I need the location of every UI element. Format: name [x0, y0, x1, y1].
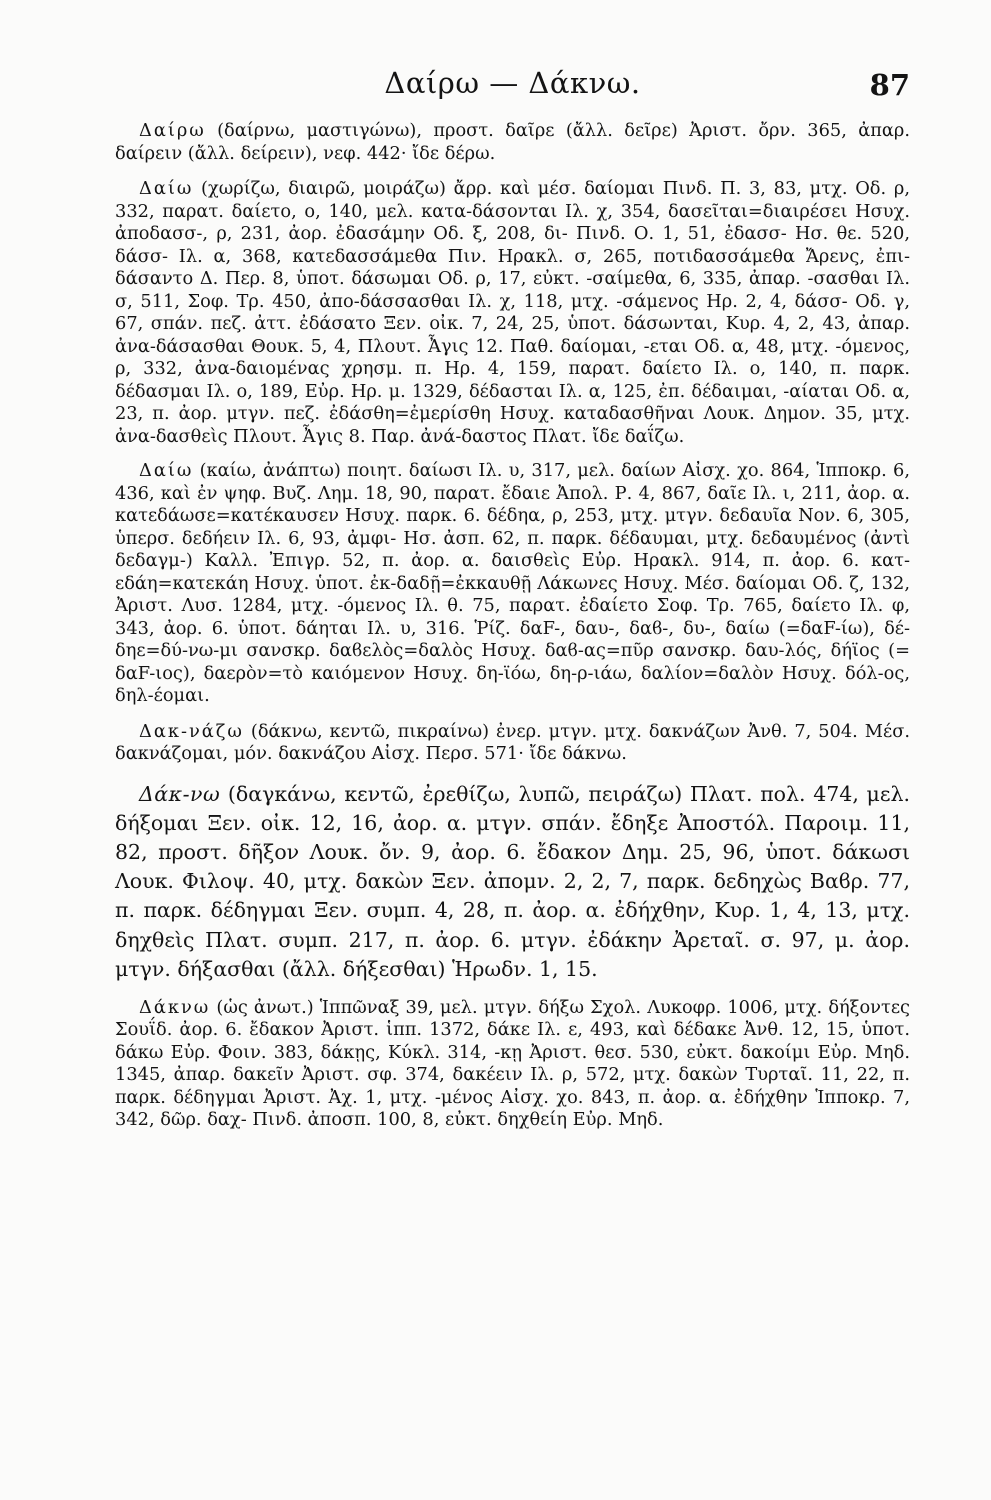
- running-title: Δαίρω — Δάκνω.: [384, 66, 641, 100]
- entry-text: (δαίρνω, μαστιγώνω), προστ. δαῖρε (ἄλλ. δεῖρε) Ἀριστ. ὄρν. 365, ἀπαρ. δαίρειν (ἄλλ. δείρειν), νεφ. 442· ἴδε δέρω.: [115, 120, 910, 164]
- dictionary-entry: [115, 178, 910, 448]
- dictionary-entry: [115, 120, 910, 165]
- page-header: [115, 66, 910, 110]
- entry-text: (δαγκάνω, κεντῶ, ἐρεθίζω, λυπῶ, πειράζω) Πλατ. πολ. 474, μελ. δήξομαι Ξεν. οἰκ. 12, 16, ἀορ. α. μτγν. σπάν. ἔδηξε Ἀποστόλ. Παροιμ. 11, 82, προστ. δῆξον Λουκ. ὄν. 9, ἀορ. 6. ἔδακον Δημ. 25, 96, ὑποτ. δάκωσι Λουκ. Φιλοψ. 40, μτχ. δακὼν Ξεν. ἀπομν. 2, 2, 7, παρκ. δεδηχὼς Βαϐρ. 77, π. παρκ. δέδηγμαι Ξεν. συμπ. 4, 28, π. ἀορ. α. ἐδήχθην, Κυρ. 1, 4, 13, μτχ. δηχθεὶς Πλατ. συμπ. 217, π. ἀορ. 6. μτγν. ἐδάκην Ἀρεταῖ. σ. 97, μ. ἀορ. μτγν. δήξασθαι (ἄλλ. δήξεσθαι) Ἡρωδν. 1, 15.: [115, 781, 910, 981]
- dictionary-entry: [115, 780, 910, 984]
- entry-text: (ὡς ἀνωτ.) Ἱππῶναξ 39, μελ. μτγν. δήξω Σχολ. Λυκοφρ. 1006, μτχ. δήξοντες Σουΐδ. ἀορ. 6. ἔδακον Ἀριστ. ἱππ. 1372, δάκε Ιλ. ε, 493, καὶ δέδακε Ἀνθ. 12, 15, ὑποτ. δάκω Εὐρ. Φοιν. 383, δάκῃς, Κύκλ. 314, -κῃ Ἀριστ. θεσ. 530, εὐκτ. δακοίμι Εὐρ. Μηδ. 1345, ἀπαρ. δακεῖν Ἀριστ. σφ. 374, δακέειν Ιλ. ρ, 572, μτχ. δακὼν Τυρταῖ. 11, 22, π. παρκ. δέδηγμαι Ἀριστ. Ἀχ. 1, μτχ. -μένος Αἰσχ. χο. 843, π. ἀορ. α. ἐδήχθην Ἱπποκρ. 7, 342, δῶρ. δαχ- Πινδ. ἀποσπ. 100, 8, εὐκτ. δηχθείη Εὐρ. Μηδ.: [115, 996, 910, 1131]
- dictionary-entry: [115, 997, 910, 1132]
- entry-lemma: Δάκ-νω: [139, 781, 221, 806]
- entry-text: (χωρίζω, διαιρῶ, μοιράζω) ἄρρ. καὶ μέσ. δαίομαι Πινδ. Π. 3, 83, μτχ. Οδ. ρ, 332, παρατ. δαίετο, ο, 140, μελ. κατα-δάσονται Ιλ. χ, 354, δασεῖται=διαιρέσει Ησυχ. ἀποδασσ-, ρ, 231, ἀορ. ἐδασάμην Οδ. ξ, 208, δι- Πινδ. Ο. 1, 51, ἐδασσ- Ησ. θε. 520, δάσσ- Ιλ. α, 368, κατεδασσάμεθα Πιν. Ηρακλ. σ, 265, ποτιδασσάμεθα Ἄρενς, ἐπι-δάσαντο Δ. Περ. 8, ὑποτ. δάσωμαι Οδ. ρ, 17, εὐκτ. -σαίμεθα, 6, 335, ἀπαρ. -σασθαι Ιλ. σ, 511, Σοφ. Τρ. 450, ἀπο-δάσσασθαι Ιλ. χ, 118, μτχ. -σάμενος Ηρ. 2, 4, δάσσ- Οδ. γ, 67, σπάν. πεζ. ἀττ. ἐδάσατο Ξεν. οἰκ. 7, 24, 25, ὑποτ. δάσωνται, Κυρ. 4, 2, 43, ἀπαρ. ἀνα-δάσασθαι Θουκ. 5, 4, Πλουτ. Ἆγις 12. Παθ. δαίομαι, -εται Οδ. α, 48, μτχ. -όμενος, ρ, 332, ἀνα-δαιομένας χρησμ. π. Ηρ. 4, 159, παρατ. δαίετο Ιλ. ο, 140, π. παρκ. δέδασμαι Ιλ. ο, 189, Εὐρ. Ηρ. μ. 1329, δέδασται Ιλ. α, 125, ἐπ. δέδαιμαι, -αίαται Οδ. α, 23, π. ἀορ. μτγν. πεζ. ἐδάσθη=ἐμερίσθη Ησυχ. καταδασθῆναι Λουκ. Δημον. 35, μτχ. ἀνα-δασθεὶς Πλουτ. Ἆγις 8. Παρ. ἀνά-δαστος Πλατ. ἴδε δαΐζω.: [115, 178, 910, 447]
- dictionary-entry: [115, 460, 910, 708]
- entry-text: (καίω, ἀνάπτω) ποιητ. δαίωσι Ιλ. υ, 317, μελ. δαίων Αἰσχ. χο. 864, Ἱπποκρ. 6, 436, καὶ ἐν ψηφ. Βυζ. Λημ. 18, 90, παρατ. ἔδαιε Ἀπολ. Ρ. 4, 867, δαῖε Ιλ. ι, 211, ἀορ. α. κατεδάωσε=κατέκαυσεν Ησυχ. παρκ. 6. δέδηα, ρ, 253, μτχ. μτγν. δεδαυῖα Νον. 6, 305, ὑπερσ. δεδήειν Ιλ. 6, 93, ἀμφι- Ησ. ἀσπ. 62, π. παρκ. δέδαυμαι, μτχ. δεδαυμένος (ἀντὶ δεδαγμ-) Καλλ. Ἐπιγρ. 52, π. ἀορ. α. δαισθεὶς Εὐρ. Ηρακλ. 914, π. ἀορ. 6. κατ-εδάη=κατεκάη Ησυχ. ὑποτ. ἐκ-δαδῇ=ἐκκαυθῇ Λάκωνες Ησυχ. Μέσ. δαίομαι Οδ. ζ, 132, Ἀριστ. Λυσ. 1284, μτχ. -όμενος Ιλ. θ. 75, παρατ. ἐδαίετο Σοφ. Τρ. 765, δαίετο Ιλ. φ, 343, ἀορ. 6. ὑποτ. δάηται Ιλ. υ, 316. Ῥίζ. δαF-, δαυ-, δαϐ-, δυ-, δαίω (=δαF-ίω), δέ-δηε=δύ-νω-μι σανσκρ. δαϐελὸς=δαλὸς Ησυχ. δαϐ-ας=πῦρ σανσκρ. δαυ-λός, δήϊος (= δαF-ιος), δαερὸν=τὸ καιόμενον Ησυχ. δη-ϊόω, δη-ρ-ιάω, δαλίον=δαλὸν Ησυχ. δόλ-ος, δηλ-έομαι.: [115, 460, 910, 706]
- entries-column: [115, 120, 910, 1132]
- entry-lemma: Δάκνω: [139, 996, 211, 1018]
- entry-lemma: Δαίω: [139, 460, 194, 481]
- page-number: 87: [869, 68, 910, 102]
- entry-lemma: Δαίρω: [139, 120, 206, 141]
- entry-lemma: Δαίω: [139, 178, 194, 199]
- dictionary-entry: [115, 721, 910, 766]
- entry-lemma: Δακ-νάζω: [139, 720, 244, 742]
- entry-text: (δάκνω, κεντῶ, πικραίνω) ἐνερ. μτγν. μτχ. δακνάζων Ἀνθ. 7, 504. Μέσ. δακνάζομαι, μόν. δακνάζου Αἰσχ. Περσ. 571· ἴδε δάκνω.: [115, 720, 910, 764]
